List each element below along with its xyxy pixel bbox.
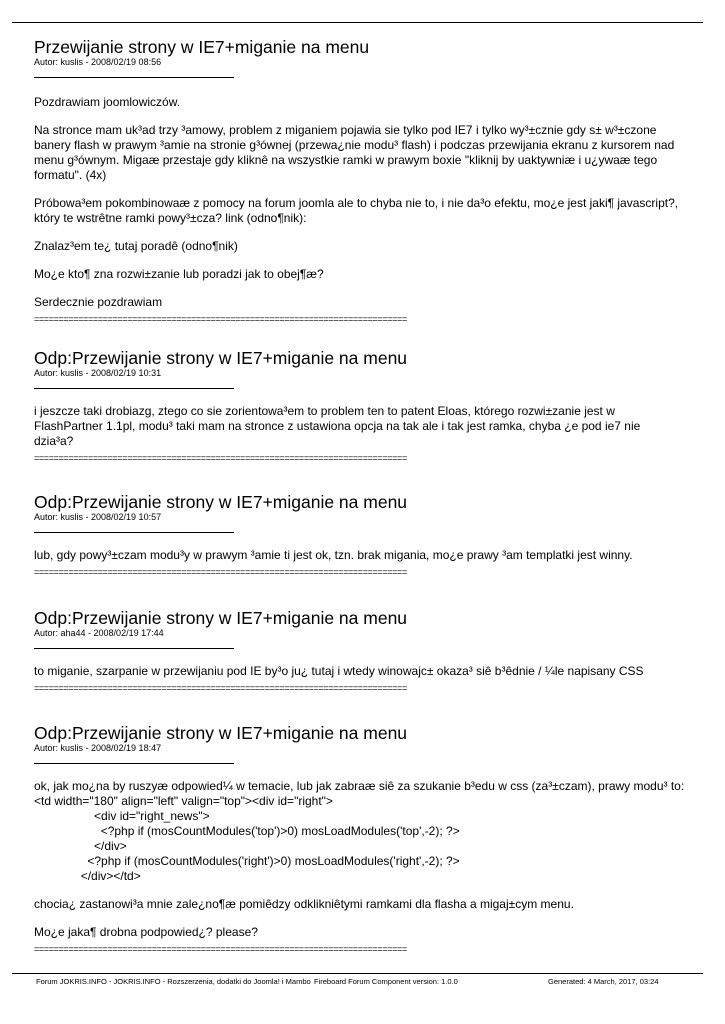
forum-post xyxy=(34,608,694,693)
post-paragraph: Mo¿e jaka¶ drobna podpowied¿? please? xyxy=(34,925,258,939)
post-author-date: Autor: kuslis - 2008/02/19 18:47 xyxy=(34,743,162,753)
meta-divider xyxy=(34,388,234,389)
post-paragraph: ok, jak mo¿na by ruszyæ odpowied¼ w temacie, lub jak zabraæ siê za szukanie b³edu w css (za³±czam), prawy modu³ to: <td width="180" align="left" valign="top"><div id="right"> <div id="right_news"> <?php if (mosCountModules('top')>0) mosLoadModules('top',-2); ?> </div> <?php if (mosCountModules('right')>0) mosLoadModules('right',-2); ?> </div></td> xyxy=(34,779,685,883)
meta-divider xyxy=(34,763,234,764)
post-author-date: Autor: kuslis - 2008/02/19 10:57 xyxy=(34,512,162,522)
post-paragraph: Na stronce mam uk³ad trzy ³amowy, problem z miganiem pojawia sie tylko pod IE7 i tylko wy³±cznie gdy s± w³±czone banery flash w prawym ³amie na stronie g³ównej (przewa¿nie modu³ flash) i podczas przewijania ekranu z kursorem nad menu g³ównym. Migaæ przestaje gdy kliknê na wszystkie ramki w prawym boxie "kliknij by uaktywniæ i u¿ywaæ tego formatu". (4x) xyxy=(34,123,675,182)
post-separator: ============================================================================ xyxy=(34,683,407,693)
post-paragraph: Próbowa³em pokombinowaæ z pomocy na forum joomla ale to chyba nie to, i nie da³o efektu, mo¿e jest jaki¶ javascript?, który te wstrêtne ramki powy³±cza? link (odno¶nik): xyxy=(34,196,679,225)
forum-post xyxy=(34,37,694,324)
post-author-date: Autor: kuslis - 2008/02/19 08:56 xyxy=(34,57,162,67)
post-title: Odp:Przewijanie strony w IE7+miganie na menu xyxy=(34,492,408,512)
post-separator: ============================================================================ xyxy=(34,314,407,324)
forum-post xyxy=(34,492,694,577)
post-separator: ============================================================================ xyxy=(34,567,407,577)
post-separator: ============================================================================ xyxy=(34,944,407,954)
post-paragraph: lub, gdy powy³±czam modu³y w prawym ³amie ti jest ok, tzn. brak migania, mo¿e prawy ³am templatki jest winny. xyxy=(34,548,633,562)
post-paragraph: to miganie, szarpanie w przewijaniu pod IE by³o ju¿ tutaj i wtedy winowajc± okaza³ siê b³êdnie / ¼le napisany CSS xyxy=(34,664,644,678)
post-paragraph: i jeszcze taki drobiazg, ztego co sie zorientowa³em to problem ten to patent Eloas, którego rozwi±zanie jest w FlashPartner 1.1pl, modu³ taki mam na stronce z ustawiona opcja na tak ale i tak jest ramka, chyba ¿e pod ie7 nie dzia³a? xyxy=(34,404,641,448)
post-title: Odp:Przewijanie strony w IE7+miganie na menu xyxy=(34,348,408,368)
footer-generated-date: Generated: 4 March, 2017, 03:24 xyxy=(548,977,659,986)
post-paragraph: Znalaz³em te¿ tutaj poradê (odno¶nik) xyxy=(34,239,238,253)
forum-post xyxy=(34,723,694,954)
post-author-date: Autor: aha44 - 2008/02/19 17:44 xyxy=(34,628,164,638)
post-paragraph: Mo¿e kto¶ zna rozwi±zanie lub poradzi jak to obej¶æ? xyxy=(34,267,324,281)
post-title: Odp:Przewijanie strony w IE7+miganie na menu xyxy=(34,608,408,628)
post-paragraph: Pozdrawiam joomlowiczów. xyxy=(34,95,181,109)
meta-divider xyxy=(34,532,234,533)
footer-forum-name: Forum JOKRIS.INFO - JOKRIS.INFO - Rozszerzenia, dodatki do Joomla! i Mambo xyxy=(36,977,311,986)
meta-divider xyxy=(34,77,234,78)
top-rule xyxy=(12,22,703,23)
post-title: Odp:Przewijanie strony w IE7+miganie na menu xyxy=(34,723,408,743)
forum-post xyxy=(34,348,694,463)
footer-rule xyxy=(12,973,703,974)
post-author-date: Autor: kuslis - 2008/02/19 10:31 xyxy=(34,368,162,378)
post-title: Przewijanie strony w IE7+miganie na menu xyxy=(34,37,370,57)
post-paragraph: Serdecznie pozdrawiam xyxy=(34,295,163,309)
post-separator: ============================================================================ xyxy=(34,453,407,463)
meta-divider xyxy=(34,648,234,649)
post-paragraph: chocia¿ zastanowi³a mnie zale¿no¶æ pomiêdzy odklikniêtymi ramkami dla flasha a migaj±cym menu. xyxy=(34,897,574,911)
footer-component-version: Fireboard Forum Component version: 1.0.0 xyxy=(314,977,458,986)
